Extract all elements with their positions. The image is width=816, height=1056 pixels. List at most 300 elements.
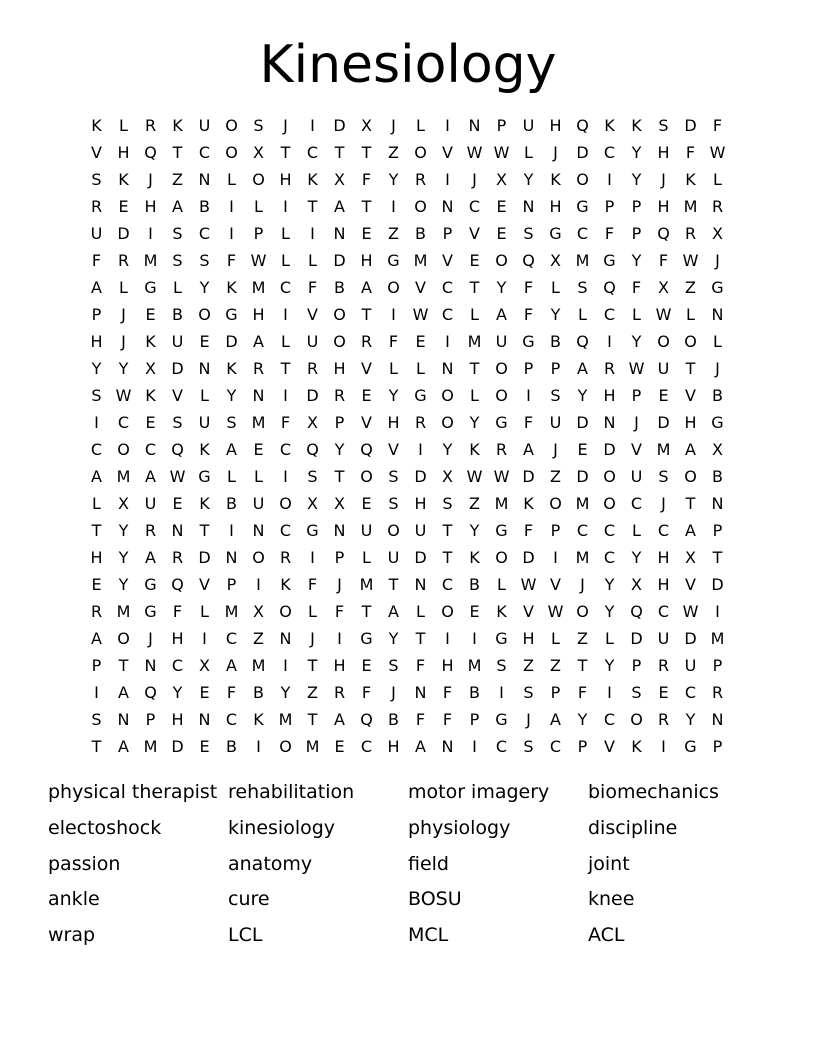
grid-letter: L xyxy=(416,359,425,378)
grid-letter: S xyxy=(172,224,183,243)
grid-row xyxy=(83,355,731,382)
grid-letter: Z xyxy=(469,494,480,513)
grid-letter: S xyxy=(226,413,237,432)
grid-letter: O xyxy=(441,413,454,432)
grid-row xyxy=(83,247,731,274)
word-list-item: MCL xyxy=(408,924,449,947)
grid-letter: L xyxy=(551,278,560,297)
grid-letter: F xyxy=(523,413,534,432)
grid-letter: S xyxy=(172,251,183,270)
grid-letter: Y xyxy=(388,170,399,189)
grid-letter: S xyxy=(172,413,183,432)
grid-letter: K xyxy=(496,602,507,621)
grid-letter: K xyxy=(631,116,642,135)
grid-letter: F xyxy=(631,278,642,297)
grid-letter: R xyxy=(711,197,724,216)
grid-letter: B xyxy=(334,278,345,297)
grid-letter: D xyxy=(576,413,589,432)
grid-letter: W xyxy=(520,575,537,594)
grid-letter: M xyxy=(359,575,374,594)
grid-letter: U xyxy=(90,224,103,243)
grid-letter: P xyxy=(253,224,264,243)
grid-letter: J xyxy=(337,575,342,594)
grid-letter: R xyxy=(657,710,670,729)
grid-letter: C xyxy=(576,521,589,540)
grid-letter: C xyxy=(306,143,319,162)
grid-letter: N xyxy=(252,386,265,405)
grid-letter: Y xyxy=(91,359,102,378)
grid-row xyxy=(83,733,731,760)
grid-letter: L xyxy=(92,494,101,513)
grid-letter: M xyxy=(143,737,158,756)
grid-row xyxy=(83,328,731,355)
grid-letter: N xyxy=(441,737,454,756)
grid-letter: H xyxy=(549,197,562,216)
grid-letter: E xyxy=(91,575,102,594)
grid-letter: G xyxy=(225,305,238,324)
grid-letter: E xyxy=(199,332,210,351)
grid-letter: L xyxy=(281,224,290,243)
grid-letter: V xyxy=(388,440,399,459)
grid-letter: C xyxy=(198,143,211,162)
grid-letter: R xyxy=(144,116,157,135)
grid-letter: F xyxy=(226,251,237,270)
grid-letter: S xyxy=(388,467,399,486)
grid-letter: L xyxy=(605,629,614,648)
grid-letter: C xyxy=(441,305,454,324)
grid-letter: M xyxy=(251,656,266,675)
grid-letter: N xyxy=(522,197,535,216)
grid-letter: V xyxy=(442,143,453,162)
word-list-item: motor imagery xyxy=(408,781,550,803)
grid-letter: C xyxy=(90,440,103,459)
grid-letter: A xyxy=(253,332,264,351)
grid-letter: F xyxy=(442,710,453,729)
grid-letter: Z xyxy=(550,656,561,675)
grid-letter: B xyxy=(172,305,183,324)
grid-letter: U xyxy=(495,332,508,351)
grid-letter: T xyxy=(199,521,210,540)
grid-letter: F xyxy=(172,602,183,621)
grid-letter: E xyxy=(469,602,480,621)
grid-letter: F xyxy=(361,170,372,189)
grid-letter: E xyxy=(361,656,372,675)
grid-letter: I xyxy=(283,656,288,675)
grid-letter: P xyxy=(631,197,642,216)
grid-letter: V xyxy=(442,251,453,270)
grid-letter: O xyxy=(387,521,400,540)
grid-letter: N xyxy=(333,521,346,540)
grid-letter: Z xyxy=(388,224,399,243)
grid-letter: M xyxy=(467,332,482,351)
grid-letter: G xyxy=(711,278,724,297)
grid-letter: N xyxy=(144,656,157,675)
grid-letter: U xyxy=(198,116,211,135)
grid-letter: U xyxy=(657,359,670,378)
grid-letter: O xyxy=(684,332,697,351)
grid-letter: J xyxy=(715,251,720,270)
grid-letter: J xyxy=(634,413,639,432)
grid-letter: A xyxy=(685,521,696,540)
grid-letter: N xyxy=(468,116,481,135)
grid-letter: D xyxy=(522,467,535,486)
grid-letter: X xyxy=(307,494,318,513)
grid-letter: X xyxy=(712,224,723,243)
grid-letter: Y xyxy=(469,413,480,432)
grid-letter: K xyxy=(172,116,183,135)
word-list-item: field xyxy=(408,852,449,875)
grid-letter: X xyxy=(361,116,372,135)
grid-letter: T xyxy=(280,359,291,378)
grid-letter: J xyxy=(715,359,720,378)
grid-letter: I xyxy=(445,170,450,189)
grid-letter: O xyxy=(225,116,238,135)
grid-letter: N xyxy=(333,224,346,243)
grid-letter: L xyxy=(686,305,695,324)
grid-letter: M xyxy=(278,710,293,729)
grid-letter: M xyxy=(494,494,509,513)
grid-letter: R xyxy=(279,548,292,567)
grid-letter: A xyxy=(118,683,129,702)
grid-letter: K xyxy=(145,386,156,405)
grid-letter: W xyxy=(655,305,672,324)
grid-letter: H xyxy=(657,548,670,567)
grid-letter: C xyxy=(117,413,130,432)
grid-letter: L xyxy=(281,251,290,270)
grid-letter: Y xyxy=(604,656,615,675)
grid-letter: A xyxy=(334,197,345,216)
grid-letter: B xyxy=(253,683,264,702)
grid-letter: C xyxy=(441,278,454,297)
grid-letter: D xyxy=(576,143,589,162)
grid-letter: G xyxy=(198,467,211,486)
grid-letter: P xyxy=(631,656,642,675)
grid-letter: H xyxy=(171,710,184,729)
grid-letter: J xyxy=(472,170,477,189)
grid-letter: N xyxy=(198,359,211,378)
grid-letter: I xyxy=(391,305,396,324)
grid-row xyxy=(83,112,731,139)
grid-letter: T xyxy=(118,656,129,675)
grid-letter: L xyxy=(227,467,236,486)
grid-letter: H xyxy=(387,413,400,432)
grid-letter: F xyxy=(334,602,345,621)
grid-letter: I xyxy=(472,629,477,648)
word-list xyxy=(48,776,788,955)
grid-letter: C xyxy=(279,521,292,540)
grid-letter: Y xyxy=(604,575,615,594)
grid-letter: S xyxy=(91,386,102,405)
grid-letter: P xyxy=(631,386,642,405)
grid-row xyxy=(83,463,731,490)
grid-letter: L xyxy=(119,116,128,135)
word-list-item: discipline xyxy=(588,816,678,839)
grid-letter: C xyxy=(576,224,589,243)
grid-letter: H xyxy=(603,386,616,405)
grid-letter: U xyxy=(549,413,562,432)
grid-letter: T xyxy=(388,575,399,594)
grid-letter: P xyxy=(577,737,588,756)
grid-letter: P xyxy=(334,548,345,567)
grid-letter: F xyxy=(523,278,534,297)
grid-letter: R xyxy=(684,224,697,243)
letter-grid xyxy=(83,112,731,760)
grid-letter: Y xyxy=(577,710,588,729)
grid-letter: Q xyxy=(603,278,616,297)
word-list-item: anatomy xyxy=(228,852,313,875)
grid-letter: A xyxy=(415,737,426,756)
grid-letter: Q xyxy=(171,440,184,459)
grid-letter: R xyxy=(495,440,508,459)
grid-letter: I xyxy=(310,224,315,243)
grid-letter: K xyxy=(604,116,615,135)
grid-letter: I xyxy=(283,386,288,405)
grid-letter: Y xyxy=(469,521,480,540)
grid-letter: H xyxy=(387,737,400,756)
grid-letter: N xyxy=(225,548,238,567)
grid-letter: U xyxy=(198,413,211,432)
grid-letter: K xyxy=(226,278,237,297)
grid-letter: Z xyxy=(172,170,183,189)
grid-letter: Y xyxy=(388,629,399,648)
grid-letter: G xyxy=(144,575,157,594)
grid-letter: I xyxy=(310,116,315,135)
grid-letter: I xyxy=(256,737,261,756)
grid-letter: S xyxy=(658,467,669,486)
grid-letter: N xyxy=(279,629,292,648)
grid-row xyxy=(83,517,731,544)
grid-letter: T xyxy=(91,521,102,540)
grid-letter: H xyxy=(657,143,670,162)
grid-letter: U xyxy=(171,332,184,351)
grid-letter: T xyxy=(712,548,723,567)
grid-letter: M xyxy=(251,278,266,297)
grid-letter: J xyxy=(310,629,315,648)
grid-letter: Q xyxy=(144,683,157,702)
grid-letter: Y xyxy=(550,305,561,324)
page-title: Kinesiology xyxy=(259,35,557,95)
grid-letter: Y xyxy=(496,278,507,297)
grid-letter: C xyxy=(657,521,670,540)
grid-letter: G xyxy=(306,521,319,540)
grid-letter: O xyxy=(333,305,346,324)
grid-letter: Y xyxy=(118,575,129,594)
grid-letter: I xyxy=(229,197,234,216)
grid-letter: F xyxy=(523,521,534,540)
grid-letter: W xyxy=(682,251,699,270)
grid-row xyxy=(83,490,731,517)
grid-letter: I xyxy=(283,467,288,486)
grid-letter: D xyxy=(684,629,697,648)
grid-letter: I xyxy=(256,575,261,594)
grid-letter: A xyxy=(145,467,156,486)
grid-letter: K xyxy=(550,170,561,189)
grid-letter: O xyxy=(603,494,616,513)
grid-letter: G xyxy=(522,332,535,351)
grid-letter: O xyxy=(279,737,292,756)
grid-letter: U xyxy=(387,548,400,567)
grid-letter: B xyxy=(712,467,723,486)
grid-letter: P xyxy=(226,575,237,594)
grid-letter: I xyxy=(553,548,558,567)
grid-letter: B xyxy=(469,683,480,702)
grid-letter: H xyxy=(252,305,265,324)
grid-letter: O xyxy=(117,629,130,648)
grid-row xyxy=(83,166,731,193)
grid-letter: L xyxy=(713,170,722,189)
grid-letter: X xyxy=(307,413,318,432)
grid-letter: I xyxy=(526,386,531,405)
grid-letter: C xyxy=(603,548,616,567)
grid-letter: O xyxy=(198,305,211,324)
grid-letter: Q xyxy=(171,575,184,594)
grid-letter: F xyxy=(361,683,372,702)
grid-letter: V xyxy=(199,575,210,594)
grid-letter: T xyxy=(685,359,696,378)
grid-letter: Y xyxy=(523,170,534,189)
grid-letter: D xyxy=(171,737,184,756)
grid-letter: O xyxy=(279,494,292,513)
grid-letter: T xyxy=(91,737,102,756)
grid-letter: R xyxy=(333,683,346,702)
grid-letter: X xyxy=(658,278,669,297)
grid-letter: K xyxy=(469,548,480,567)
grid-letter: X xyxy=(712,440,723,459)
grid-letter: G xyxy=(414,386,427,405)
grid-letter: A xyxy=(91,278,102,297)
grid-row xyxy=(83,139,731,166)
grid-letter: I xyxy=(445,116,450,135)
grid-letter: J xyxy=(580,575,585,594)
grid-letter: F xyxy=(442,683,453,702)
grid-letter: L xyxy=(281,332,290,351)
grid-letter: K xyxy=(145,332,156,351)
grid-letter: U xyxy=(414,521,427,540)
grid-letter: P xyxy=(712,656,723,675)
grid-letter: M xyxy=(683,197,698,216)
grid-letter: J xyxy=(661,170,666,189)
grid-letter: S xyxy=(388,656,399,675)
grid-letter: O xyxy=(495,251,508,270)
grid-letter: V xyxy=(523,602,534,621)
grid-letter: C xyxy=(603,143,616,162)
grid-letter: U xyxy=(684,656,697,675)
grid-letter: O xyxy=(495,548,508,567)
grid-letter: L xyxy=(119,278,128,297)
grid-letter: B xyxy=(199,197,210,216)
grid-letter: T xyxy=(334,467,345,486)
word-list-item: rehabilitation xyxy=(228,781,355,803)
grid-letter: L xyxy=(173,278,182,297)
grid-letter: T xyxy=(361,602,372,621)
grid-letter: I xyxy=(283,305,288,324)
grid-letter: S xyxy=(496,656,507,675)
grid-letter: L xyxy=(497,575,506,594)
grid-letter: F xyxy=(415,710,426,729)
grid-letter: Q xyxy=(576,116,589,135)
grid-letter: E xyxy=(496,197,507,216)
grid-letter: V xyxy=(361,413,372,432)
grid-letter: L xyxy=(632,521,641,540)
grid-letter: S xyxy=(631,683,642,702)
grid-letter: J xyxy=(526,710,531,729)
grid-letter: P xyxy=(145,710,156,729)
grid-letter: C xyxy=(603,710,616,729)
grid-row xyxy=(83,193,731,220)
grid-letter: E xyxy=(118,197,129,216)
grid-letter: T xyxy=(334,143,345,162)
grid-letter: K xyxy=(523,494,534,513)
grid-letter: S xyxy=(550,386,561,405)
word-list-item: knee xyxy=(588,888,635,911)
grid-letter: J xyxy=(661,494,666,513)
grid-letter: O xyxy=(333,332,346,351)
grid-letter: U xyxy=(630,467,643,486)
grid-letter: T xyxy=(442,548,453,567)
grid-letter: T xyxy=(172,143,183,162)
grid-letter: T xyxy=(469,278,480,297)
grid-letter: D xyxy=(684,116,697,135)
grid-letter: X xyxy=(334,494,345,513)
grid-letter: Y xyxy=(118,548,129,567)
grid-letter: W xyxy=(466,467,483,486)
grid-letter: U xyxy=(252,494,265,513)
grid-letter: E xyxy=(172,494,183,513)
grid-letter: E xyxy=(415,332,426,351)
grid-letter: Y xyxy=(388,386,399,405)
grid-letter: Y xyxy=(631,332,642,351)
grid-letter: P xyxy=(550,521,561,540)
grid-letter: K xyxy=(253,710,264,729)
grid-row xyxy=(83,571,731,598)
grid-letter: N xyxy=(171,521,184,540)
grid-letter: N xyxy=(117,710,130,729)
word-list-item: passion xyxy=(48,852,121,875)
grid-letter: W xyxy=(466,143,483,162)
grid-letter: I xyxy=(283,197,288,216)
grid-letter: I xyxy=(229,521,234,540)
grid-letter: O xyxy=(414,143,427,162)
grid-letter: F xyxy=(577,683,588,702)
grid-letter: H xyxy=(684,413,697,432)
word-list-item: electoshock xyxy=(48,816,162,839)
grid-letter: P xyxy=(631,224,642,243)
grid-letter: U xyxy=(360,521,373,540)
grid-letter: D xyxy=(522,548,535,567)
grid-row xyxy=(83,409,731,436)
grid-letter: Z xyxy=(253,629,264,648)
word-list-item: BOSU xyxy=(408,888,462,911)
grid-letter: J xyxy=(148,170,153,189)
grid-letter: P xyxy=(604,197,615,216)
grid-letter: P xyxy=(550,683,561,702)
grid-letter: I xyxy=(445,629,450,648)
grid-letter: T xyxy=(469,359,480,378)
grid-letter: C xyxy=(144,440,157,459)
word-list-item: joint xyxy=(588,852,630,875)
grid-letter: F xyxy=(91,251,102,270)
grid-letter: D xyxy=(414,548,427,567)
grid-letter: D xyxy=(171,359,184,378)
grid-letter: K xyxy=(199,440,210,459)
grid-letter: C xyxy=(630,494,643,513)
grid-letter: X xyxy=(685,548,696,567)
grid-letter: M xyxy=(575,494,590,513)
grid-letter: I xyxy=(148,224,153,243)
grid-letter: L xyxy=(200,602,209,621)
grid-letter: D xyxy=(117,224,130,243)
grid-letter: C xyxy=(198,224,211,243)
